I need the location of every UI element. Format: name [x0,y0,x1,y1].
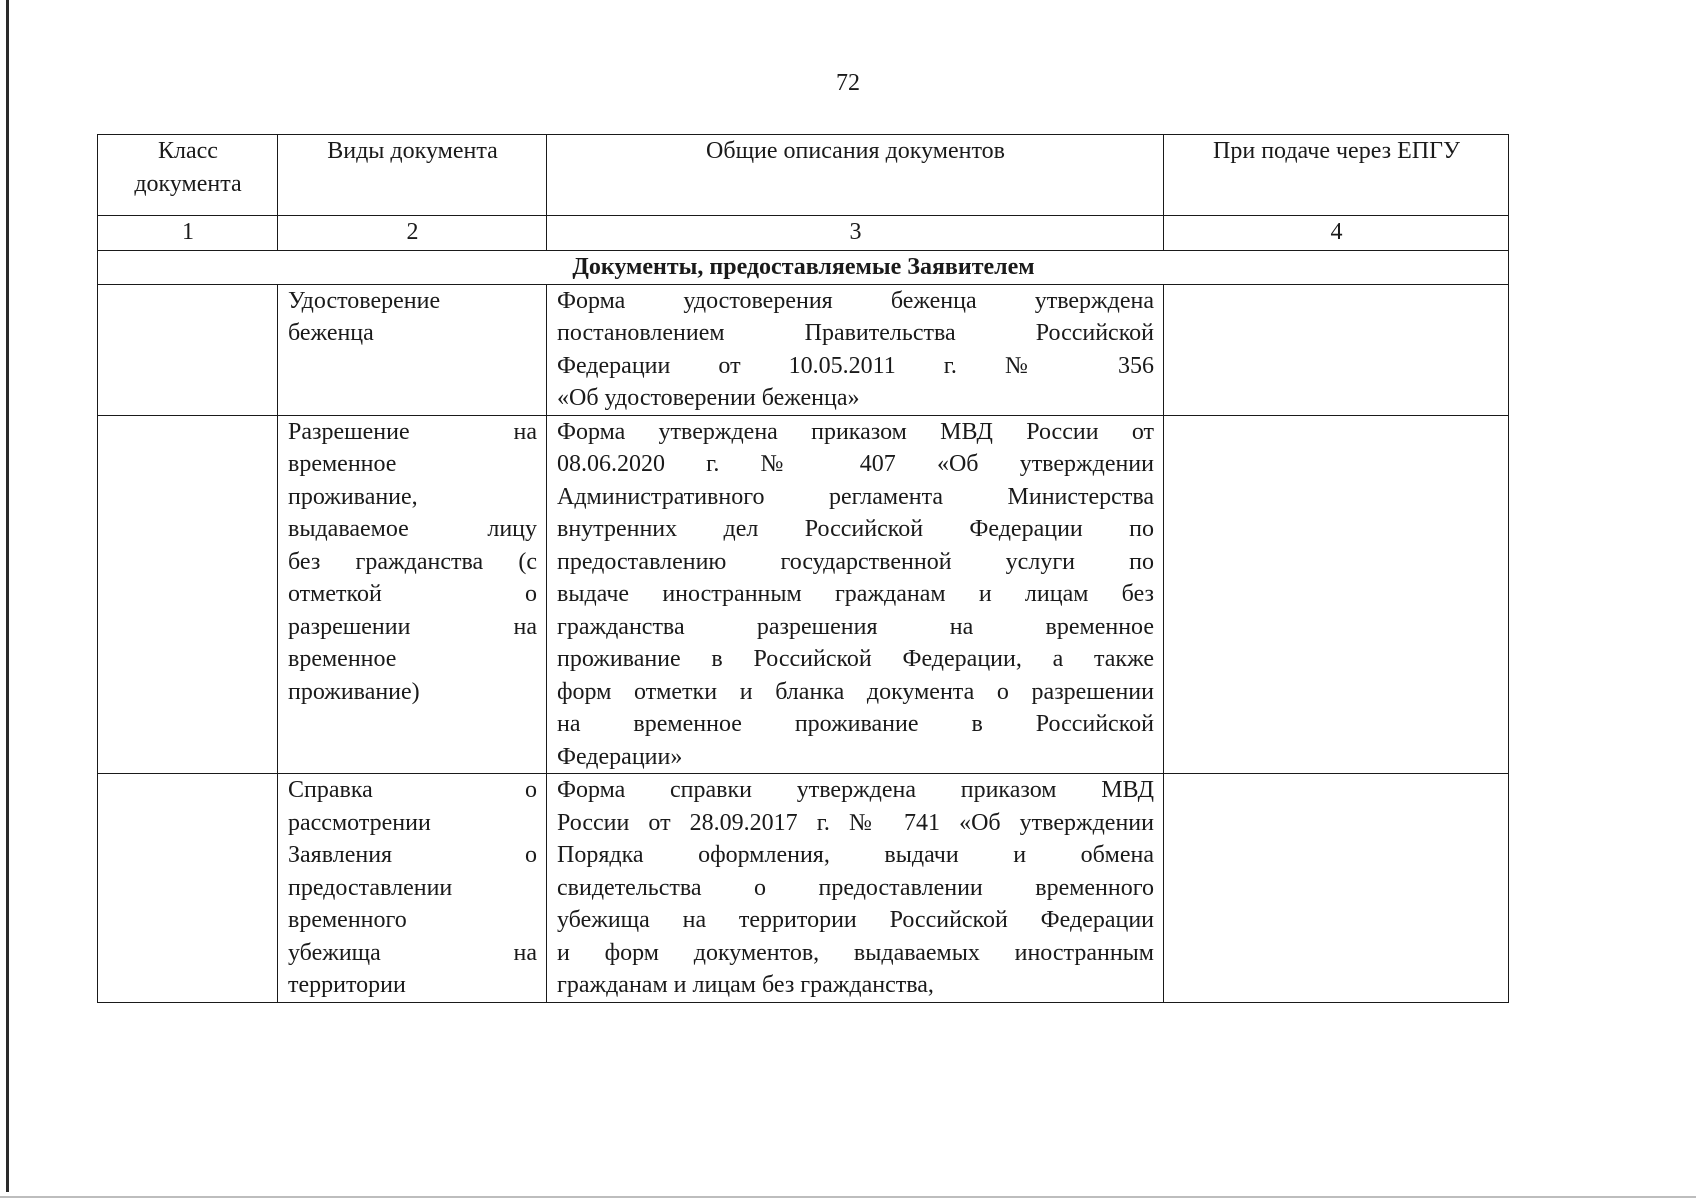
cell-text-line: Административного регламента Министерства [557,483,1154,510]
cell-text-line: Порядка оформления, выдачи и обмена [557,842,1154,868]
cell-text-line: гражданам и лицам без гражданства, [557,972,934,998]
page-number: 72 [836,70,860,96]
cell-text-line: Разрешение на [288,418,537,445]
cell-text-line: 08.06.2020 г. № 407 «Об утверждении [557,451,1154,477]
cell-text-line: беженца [288,320,374,346]
row-epgu-cell [1164,415,1509,774]
column-number-row [98,216,1509,251]
page-left-edge [6,0,9,1192]
header-type: Виды документа [278,135,547,216]
cell-text-line: без гражданства (с [288,548,537,575]
header-row [98,135,1509,216]
cell-text-line: временного [288,907,407,933]
row-class-cell [98,774,278,1003]
section-row [98,251,1509,285]
header-class: Класс документа [98,135,278,216]
column-number: 4 [1164,216,1509,251]
row-type-cell [278,774,547,1003]
cell-text-line: убежища на [288,939,537,966]
section-title: Документы, предоставляемые Заявителем [98,251,1509,285]
row-epgu-cell [1164,284,1509,415]
header-epgu: При подаче через ЕПГУ [1164,135,1509,216]
column-number: 3 [547,216,1164,251]
cell-text-line: Удостоверение [288,287,441,314]
cell-text-line: разрешении на [288,613,537,640]
cell-text-line: гражданства разрешения на временное [557,613,1154,640]
cell-text-line: свидетельства о предоставлении временного [557,874,1154,901]
row-description-cell [547,415,1164,774]
cell-text-line: «Об удостоверении беженца» [557,385,860,411]
cell-text-line: рассмотрении [288,809,431,836]
cell-text-line: выдаче иностранным гражданам и лицам без [557,581,1154,607]
row-type-cell [278,415,547,774]
cell-text-line: выдаваемое лицу [288,516,537,542]
cell-text-line: проживание, [288,483,418,510]
cell-text-line: территории [288,972,406,998]
cell-text-line: и форм документов, выдаваемых иностранным [557,939,1154,966]
cell-text-line: Федерации от 10.05.2011 г. № 356 [557,352,1154,379]
row-class-cell [98,284,278,415]
cell-text-line: на временное проживание в Российской [557,711,1154,737]
cell-text-line: Федерации» [557,743,683,770]
cell-text-line: Справка о [288,777,537,803]
column-number: 2 [278,216,547,251]
cell-text-line: проживание) [288,678,420,705]
cell-text-line: форм отметки и бланка документа о разрешении [557,678,1154,705]
table-row [98,415,1509,774]
cell-text-line: предоставлению государственной услуги по [557,548,1154,575]
cell-text-line: убежища на территории Российской Федерации [557,907,1154,933]
row-type-cell [278,284,547,415]
cell-text-line: проживание в Российской Федерации, а также [557,646,1154,672]
row-description-cell [547,774,1164,1003]
cell-text-line: России от 28.09.2017 г. № 741 «Об утверждении [557,809,1154,836]
cell-text-line: Форма утверждена приказом МВД России от [557,418,1154,445]
cell-text-line: предоставлении [288,874,453,901]
cell-text-line: временное [288,451,397,477]
table-row [98,284,1509,415]
page-bottom-edge [0,1196,1696,1198]
cell-text-line: Заявления о [288,842,537,868]
cell-text-line: постановлением Правительства Российской [557,320,1154,346]
table-row [98,774,1509,1003]
row-class-cell [98,415,278,774]
cell-text-line: временное [288,646,397,672]
documents-table [97,134,1509,1003]
cell-text-line: отметкой о [288,581,537,607]
row-epgu-cell [1164,774,1509,1003]
cell-text-line: внутренних дел Российской Федерации по [557,516,1154,542]
row-description-cell [547,284,1164,415]
cell-text-line: Форма справки утверждена приказом МВД [557,777,1154,803]
header-description: Общие описания документов [547,135,1164,216]
column-number: 1 [98,216,278,251]
cell-text-line: Форма удостоверения беженца утверждена [557,287,1154,314]
